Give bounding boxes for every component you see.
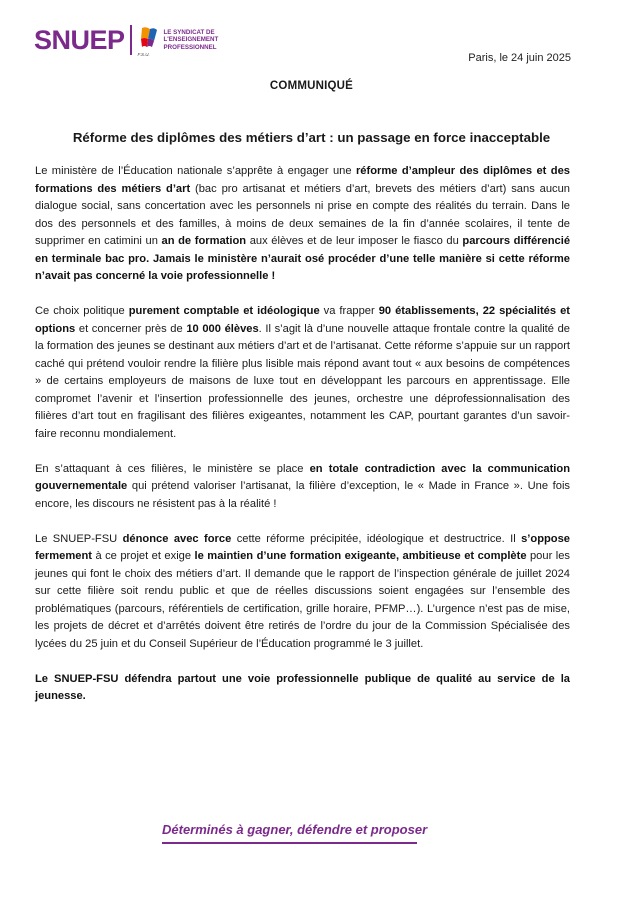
logo-divider bbox=[130, 25, 132, 55]
logo-wordmark: SNUEP bbox=[34, 24, 125, 55]
footer-slogan: Déterminés à gagner, défendre et proposer bbox=[162, 822, 428, 837]
document-type-heading: COMMUNIQUÉ bbox=[269, 80, 354, 92]
body-paragraph bbox=[35, 461, 570, 514]
logo-tagline: LE SYNDICAT DE L'ENSEIGNEMENT PROFESSIONNEL bbox=[163, 29, 219, 51]
body-paragraph bbox=[35, 163, 570, 286]
body-paragraph bbox=[35, 671, 570, 706]
text-run: pour les jeunes qui font le choix des métiers d’art. Il demande que le rapport de l’inspection générale de juillet 2024 sur cette filière soit rendu public et que de réelles discussions soient engagées sur l’ensemble des problématiques (parcours, référentiels de certification, grille horaire, PFMP…). L’urgence n’est pas de mise, les projets de décret et d’arrêtés doivent être retirés de l’ordre du jour de la Commission Spécialisée des lycées du 25 juin et du Conseil Supérieur de l’Éducation programmé le 3 juillet. bbox=[35, 550, 570, 650]
text-run: aux élèves et de leur imposer le fiasco du bbox=[246, 235, 463, 247]
text-run: va frapper bbox=[319, 305, 379, 317]
bold-text-run: parcours différencié en terminale bac pro. Jamais le ministère n’aurait osé procéder d’une telle manière si cette réforme n’avait pas concerné la voie professionnelle ! bbox=[35, 235, 571, 282]
document-date: Paris, le 24 juin 2025 bbox=[468, 52, 571, 64]
text-run: (bac pro artisanat et métiers d’art, brevets des métiers d’art) sans aucun dialogue social, sans concertation avec les personnels ni prise en compte des réalités du terrain. Dans le dos des personnels et des familles, à moins de deux semaines de la fin d’année scolaires, il tente de supprimer en catimini un bbox=[35, 182, 570, 247]
bold-text-run: réforme d’ampleur des diplômes et des formations des métiers d’art bbox=[35, 165, 570, 195]
body-paragraph bbox=[35, 531, 570, 654]
bold-text-run: 90 établissements, 22 spécialités et options bbox=[35, 305, 570, 335]
text-run: Le ministère de l’Éducation nationale s’apprête à engager une bbox=[35, 165, 356, 177]
text-run: . Il s’agit là d’une nouvelle attaque frontale contre la qualité de la formation des jeunes se destinant aux métiers d’art et de l’artisanat. Cette réforme s’appuie sur un rapport caché qui prétend vouloir rendre la filière plus lisible mais répond avant tout « aux besoins de compétences » de certains employeurs de maisons de luxe tout en développant les parcours en apprentissage. Elle compromet l’avenir et l’insertion professionnelle des jeunes, orchestre une déprofessionnalisation des filières d’art tout en fragilisant des filières exigeantes, notamment les CAP, pourtant garantes d’un savoir-faire reconnu mondialement. bbox=[35, 322, 570, 440]
text-run: à ce projet et exige bbox=[91, 550, 195, 562]
fsu-logo-icon bbox=[138, 25, 160, 55]
text-run: et concerner près de bbox=[75, 322, 187, 335]
page-title: Réforme des diplômes des métiers d’art : un passage en force inacceptable bbox=[72, 130, 551, 145]
text-run: En s’attaquant à ces filières, le ministère se place bbox=[35, 462, 310, 475]
communique-body bbox=[35, 163, 570, 723]
bold-text-run: s’oppose fermement bbox=[35, 532, 570, 562]
slogan-underline bbox=[162, 842, 417, 844]
bold-text-run: purement comptable et idéologique bbox=[128, 305, 320, 317]
bold-text-run: le maintien d’une formation exigeante, ambitieuse et complète bbox=[194, 550, 527, 562]
body-paragraph bbox=[35, 303, 570, 443]
bold-text-run: 10 000 élèves bbox=[186, 322, 259, 335]
text-run: Le SNUEP-FSU bbox=[35, 532, 123, 545]
text-run: cette réforme précipitée, idéologique et destructrice. Il bbox=[231, 532, 522, 545]
text-run: Ce choix politique bbox=[35, 305, 129, 317]
bold-text-run: Le SNUEP-FSU défendra partout une voie professionnelle publique de qualité au service de la jeunesse. bbox=[35, 672, 570, 702]
bold-text-run: en totale contradiction avec la communication gouvernementale bbox=[35, 462, 570, 492]
fsu-label: F.S.U. bbox=[137, 52, 150, 57]
text-run: qui prétend valoriser l’artisanat, la filière d’exception, le « Made in France ». Une fois encore, les discours ne résistent pas à la réalité ! bbox=[35, 480, 570, 510]
bold-text-run: an de formation bbox=[161, 235, 247, 247]
bold-text-run: dénonce avec force bbox=[122, 532, 232, 545]
snuep-logo bbox=[34, 22, 234, 58]
